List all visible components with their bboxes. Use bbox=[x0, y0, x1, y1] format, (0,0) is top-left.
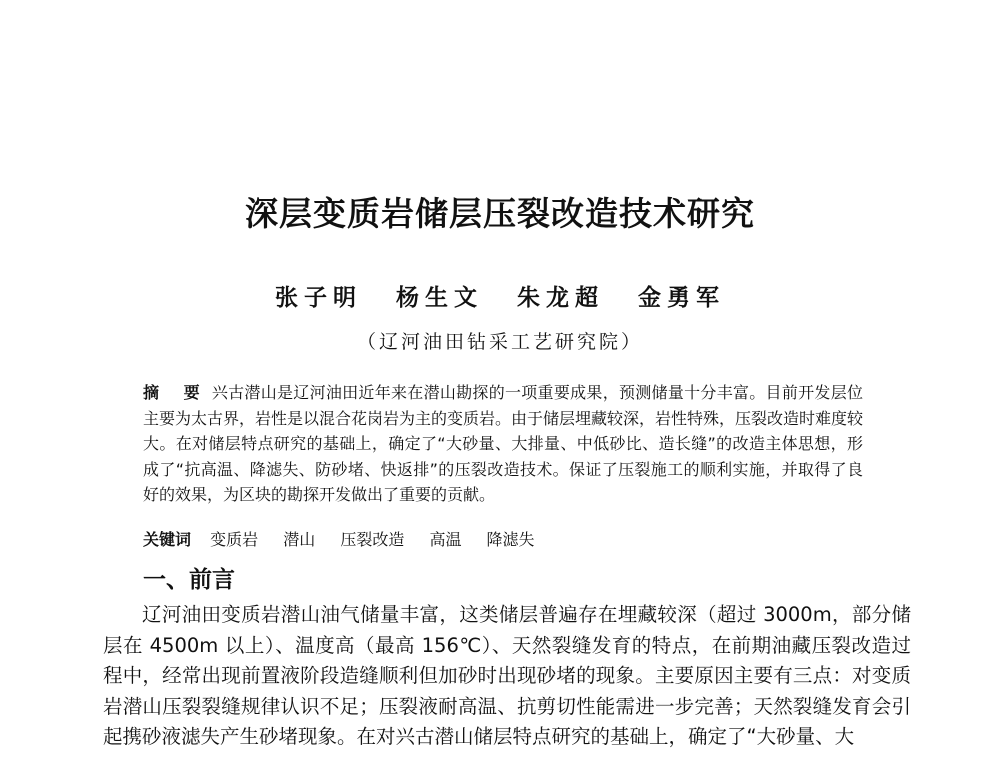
section-heading: 一、前言 bbox=[143, 567, 235, 593]
author-name: 金勇军 bbox=[638, 285, 726, 311]
abstract-block bbox=[143, 380, 863, 508]
keywords-block bbox=[143, 527, 863, 550]
author-affiliation: （辽河油田钻采工艺研究院） bbox=[356, 331, 643, 353]
author-name: 杨生文 bbox=[395, 285, 483, 311]
section-body-text: 辽河油田变质岩潜山油气储量丰富，这类储层普遍存在埋藏较深（超过 3000m，部分储层在 4500m 以上）、温度高（最高 156℃）、天然裂缝发育的特点，在前期油藏压裂改造过程中，经常出现前置液阶段造缝顺利但加砂时出现砂堵的现象。主要原因主要有三点：对变质岩潜山压裂裂缝规律认识不足；压裂液耐高温、抗剪切性能需进一步完善；天然裂缝发育会引起携砂液滤失产生砂堵现象。在对兴古潜山储层特点研究的基础上，确定了“大砂量、大 bbox=[103, 603, 911, 748]
keyword: 压裂改造 bbox=[340, 530, 405, 549]
abstract-label: 摘 要 bbox=[143, 383, 204, 402]
abstract-text: 兴古潜山是辽河油田近年来在潜山勘探的一项重要成果，预测储量十分丰富。目前开发层位主要为太古界，岩性是以混合花岗岩为主的变质岩。由于储层埋藏较深，岩性特殊，压裂改造时难度较大。在对储层特点研究的基础上，确定了“大砂量、大排量、中低砂比、造长缝”的改造主体思想，形成了“抗高温、降滤失、防砂堵、快返排”的压裂改造技术。保证了压裂施工的顺利实施，并取得了良好的效果，为区块的勘探开发做出了重要的贡献。 bbox=[143, 383, 864, 504]
keywords-label: 关键词 bbox=[143, 530, 192, 549]
keyword: 潜山 bbox=[283, 530, 316, 549]
author-name: 张子明 bbox=[274, 285, 362, 311]
paper-title: 深层变质岩储层压裂改造技术研究 bbox=[245, 194, 755, 233]
keyword: 高温 bbox=[429, 530, 462, 549]
author-list bbox=[0, 279, 1000, 312]
keyword: 降滤失 bbox=[486, 530, 535, 549]
author-name: 朱龙超 bbox=[517, 285, 604, 311]
keyword: 变质岩 bbox=[210, 530, 259, 549]
